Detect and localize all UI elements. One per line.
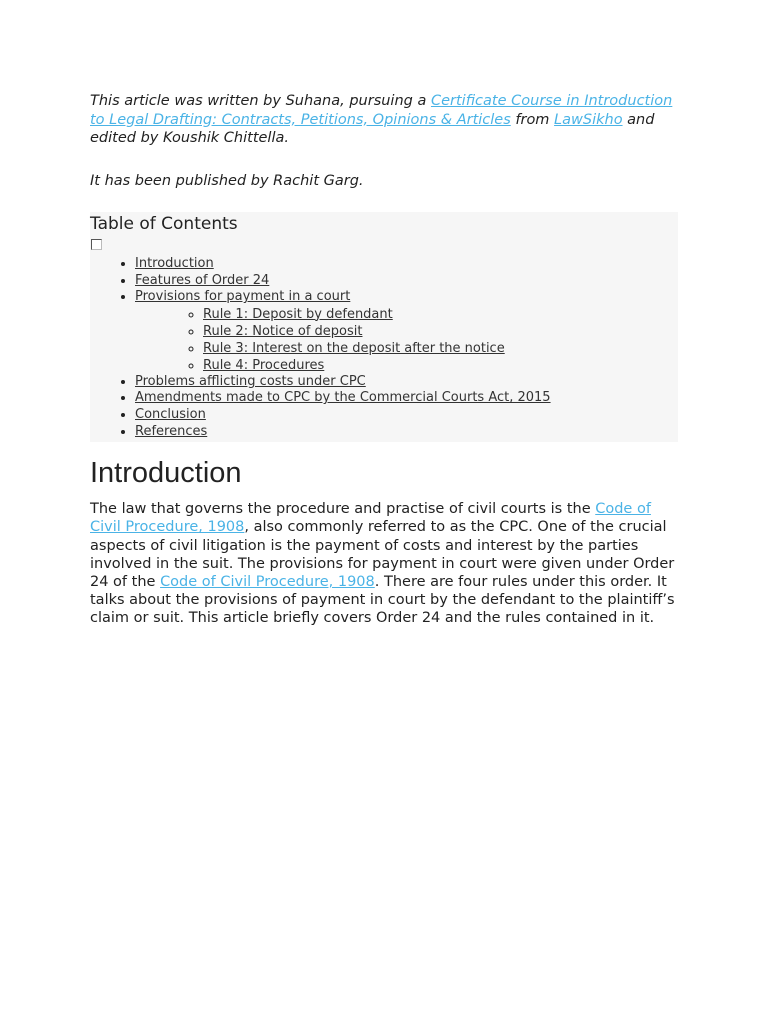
toc-link-introduction[interactable]: Introduction (135, 256, 214, 271)
toc-link-conclusion[interactable]: Conclusion (135, 406, 206, 422)
toc-link-features[interactable]: Features of Order 24 (135, 272, 270, 288)
toc-item (135, 289, 678, 374)
table-of-contents (90, 212, 678, 442)
toc-title: Table of Contents (90, 214, 238, 234)
lawsikho-link[interactable]: LawSikho (554, 111, 623, 128)
introduction-paragraph (90, 500, 680, 627)
toc-link-amendments[interactable]: Amendments made to CPC by the Commercial Courts Act, 2015 (135, 390, 551, 406)
intro-text-c: . There are four rules under this order. It talks about the provisions of payment in court by the defendant to the plaintiff’s claim or suit. This article briefly covers Order 24 and the rules contained in it. (90, 573, 675, 627)
toc-item (135, 374, 678, 391)
toc-item (135, 424, 678, 441)
introduction-heading: Introduction (90, 457, 242, 490)
toc-subitem (203, 323, 678, 340)
toc-link-rule-2[interactable]: Rule 2: Notice of deposit (203, 323, 363, 339)
toc-item (135, 273, 678, 290)
toc-link-rule-3[interactable]: Rule 3: Interest on the deposit after the notice (203, 340, 505, 356)
toc-list (90, 256, 678, 440)
toc-subitem (203, 357, 678, 374)
byline-prefix: This article was written by Suhana, pursuing a (90, 93, 431, 109)
toc-toggle-checkbox[interactable] (91, 239, 102, 250)
course-link[interactable]: Certificate Course in Introduction to Legal Drafting: Contracts, Petitions, Opinions & Articles (90, 93, 673, 128)
author-byline (90, 92, 680, 148)
byline-from: from (510, 111, 555, 128)
toc-subitem (203, 306, 678, 323)
published-by: It has been published by Rachit Garg. (90, 172, 364, 189)
article-content (90, 92, 680, 628)
toc-subitem (203, 340, 678, 357)
toc-sublist (135, 306, 678, 374)
toc-item (135, 256, 678, 273)
toc-item (135, 407, 678, 424)
toc-item (135, 390, 678, 407)
toc-link-rule-4[interactable]: Rule 4: Procedures (203, 357, 325, 373)
intro-text-b: , also commonly referred to as the CPC. One of the crucial aspects of civil litigation is the payment of costs and interest by the parties involved in the suit. The provisions for payment in court were given under Order 24 of the (90, 519, 675, 590)
byline-suffix: and edited by Koushik Chittella. (90, 111, 655, 146)
cpc-link[interactable]: Code of Civil Procedure, 1908 (90, 501, 651, 536)
toc-link-rule-1[interactable]: Rule 1: Deposit by defendant (203, 306, 393, 322)
intro-text-a: The law that governs the procedure and practise of civil courts is the (90, 501, 596, 518)
toc-link-problems[interactable]: Problems afflicting costs under CPC (135, 373, 366, 389)
toc-link-references[interactable]: References (135, 423, 208, 439)
cpc-link-2[interactable]: Code of Civil Procedure, 1908 (160, 573, 375, 590)
toc-link-provisions[interactable]: Provisions for payment in a court (135, 289, 351, 305)
